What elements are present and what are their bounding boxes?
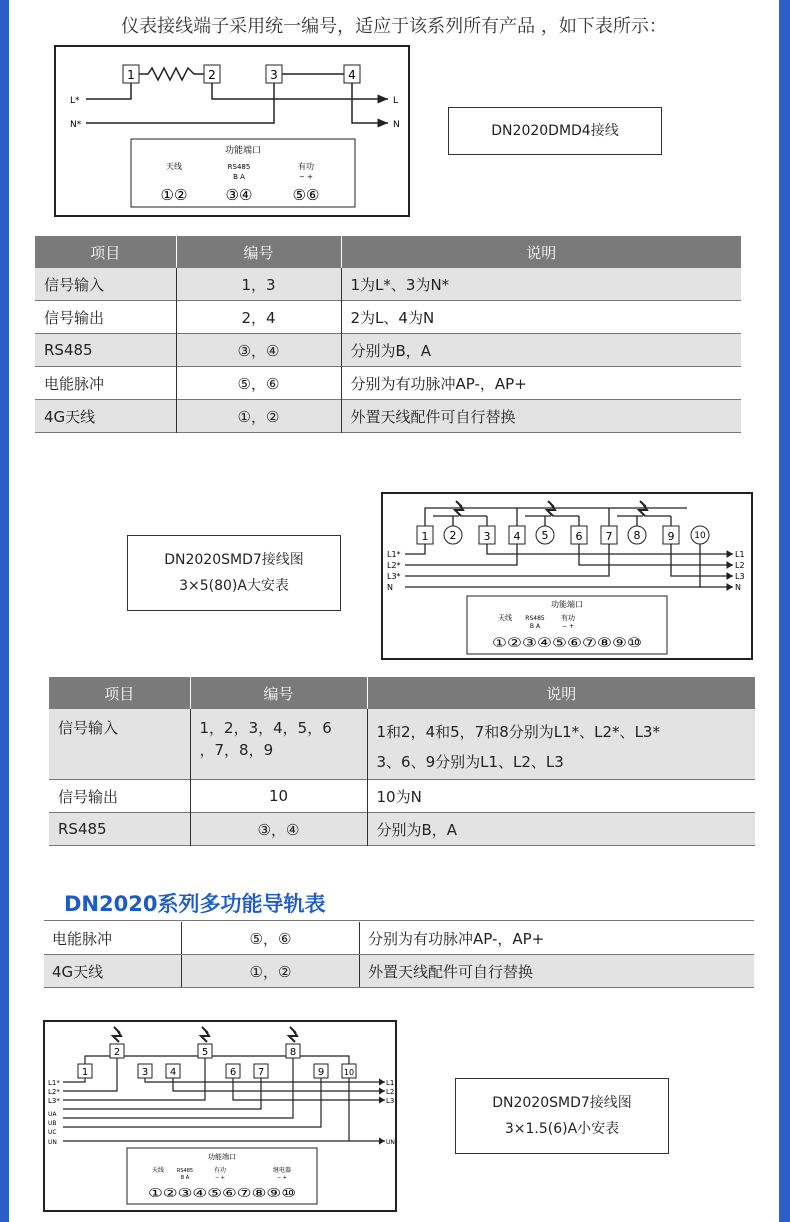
terminal-4 [509, 526, 525, 544]
table-row: 4G天线 ①，② 外置天线配件可自行替换 [35, 400, 741, 433]
svg-text:− +: − + [562, 623, 574, 630]
svg-text:B A: B A [529, 623, 541, 630]
table-row: 4G天线 ①，② 外置天线配件可自行替换 [44, 955, 754, 988]
col-header: 说明 [367, 677, 755, 709]
intro-text: 仪表接线端子采用统一编号，适应于该系列所有产品 ，如下表所示： [121, 16, 667, 37]
svg-text:7: 7 [257, 1067, 265, 1078]
svg-text:6: 6 [575, 530, 583, 543]
wiring-diagram-dmd4 [54, 45, 410, 217]
terminal-8 [628, 526, 646, 544]
wiring-diagram-smd7-large [381, 492, 753, 660]
svg-text:2: 2 [449, 529, 457, 542]
svg-text:− +: − + [299, 173, 313, 181]
svg-text:功能端口: 功能端口 [551, 600, 583, 609]
svg-text:天线: 天线 [151, 1167, 165, 1174]
table-row: 信号输出 10 10为N [49, 780, 755, 813]
svg-text:3: 3 [141, 1067, 149, 1078]
svg-text:UN: UN [386, 1139, 395, 1146]
svg-text:继电器: 继电器 [272, 1167, 292, 1174]
table-row: 电能脉冲 ⑤，⑥ 分别为有功脉冲AP-，AP+ [44, 922, 754, 955]
terminal-4 [166, 1064, 180, 1078]
terminal-2 [110, 1044, 124, 1058]
table-dmd4 [35, 236, 741, 433]
svg-text:2: 2 [208, 68, 216, 82]
svg-text:N: N [735, 583, 741, 592]
svg-text:③④: ③④ [225, 186, 253, 204]
svg-text:UA: UA [48, 1111, 57, 1118]
terminal-10 [342, 1064, 356, 1078]
col-header: 项目 [49, 677, 190, 709]
svg-text:8: 8 [633, 529, 641, 542]
svg-text:4: 4 [513, 530, 521, 543]
svg-text:7: 7 [605, 530, 613, 543]
svg-text:UC: UC [48, 1129, 57, 1136]
col-header: 编号 [190, 677, 367, 709]
terminal-4 [344, 65, 360, 83]
terminal-2 [444, 526, 462, 544]
shunt-resistor [139, 68, 204, 80]
terminal-1 [123, 65, 139, 83]
svg-text:10: 10 [343, 1068, 355, 1077]
caption-smd7-large: DN2020SMD7接线图 3×5(80)A大安表 [127, 535, 341, 611]
line-label-n-out: N [393, 120, 400, 130]
line-label-n-in: N* [70, 120, 82, 130]
svg-text:UB: UB [48, 1120, 57, 1127]
svg-text:3: 3 [270, 68, 278, 82]
col-header: 编号 [176, 236, 341, 268]
svg-text:L2: L2 [386, 1088, 395, 1096]
svg-text:− +: − + [277, 1175, 287, 1181]
svg-text:⑤⑥: ⑤⑥ [292, 186, 320, 204]
svg-text:L2*: L2* [48, 1088, 60, 1096]
svg-text:①②: ①② [160, 186, 188, 204]
svg-text:1: 1 [421, 530, 429, 543]
svg-text:UN: UN [48, 1139, 57, 1146]
terminal-9 [314, 1064, 328, 1078]
svg-text:L3*: L3* [387, 572, 401, 581]
terminal-7 [601, 526, 617, 544]
terminal-5 [536, 526, 554, 544]
svg-text:有功: 有功 [213, 1167, 227, 1174]
terminal-10 [691, 526, 709, 544]
svg-text:4: 4 [169, 1067, 177, 1078]
svg-text:RS485: RS485 [176, 1168, 194, 1174]
svg-text:RS485: RS485 [525, 615, 545, 622]
table-row: 信号输入 1，3 1为L*、3为N* [35, 268, 741, 301]
svg-text:6: 6 [229, 1067, 237, 1078]
svg-text:3: 3 [483, 530, 491, 543]
svg-text:L3: L3 [735, 572, 745, 581]
table-smd7-large [49, 677, 755, 846]
svg-text:5: 5 [541, 529, 549, 542]
caption-dmd4: DN2020DMD4接线 [448, 107, 662, 155]
wiring-diagram-smd7-small [43, 1020, 397, 1212]
terminal-8 [286, 1044, 300, 1058]
terminal-1 [78, 1064, 92, 1078]
svg-text:①②③④⑤⑥⑦⑧⑨⑩: ①②③④⑤⑥⑦⑧⑨⑩ [492, 636, 642, 651]
terminal-3 [479, 526, 495, 544]
svg-text:RS485: RS485 [227, 163, 251, 171]
table-row: RS485 ③，④ 分别为B，A [49, 813, 755, 846]
svg-text:N: N [387, 583, 393, 592]
svg-text:L2*: L2* [387, 561, 401, 570]
svg-text:有功: 有功 [561, 614, 575, 622]
table-row: 电能脉冲 ⑤，⑥ 分别为有功脉冲AP-，AP+ [35, 367, 741, 400]
svg-text:①②③④⑤⑥⑦⑧⑨⑩: ①②③④⑤⑥⑦⑧⑨⑩ [148, 1186, 296, 1200]
svg-text:1: 1 [81, 1067, 89, 1078]
terminal-3 [138, 1064, 152, 1078]
section-divider [44, 920, 754, 921]
svg-text:2: 2 [113, 1047, 121, 1058]
svg-text:L2: L2 [735, 561, 745, 570]
svg-text:4: 4 [348, 68, 356, 82]
terminal-6 [571, 526, 587, 544]
svg-text:B A: B A [180, 1175, 190, 1181]
line-label-l-out: L [393, 96, 399, 106]
line-label-l-in: L* [70, 96, 80, 106]
svg-text:天线: 天线 [166, 162, 182, 171]
svg-text:8: 8 [289, 1047, 297, 1058]
svg-text:5: 5 [201, 1047, 209, 1058]
svg-text:L1*: L1* [48, 1079, 60, 1087]
terminal-5 [198, 1044, 212, 1058]
svg-text:L1*: L1* [387, 550, 401, 559]
caption-smd7-small: DN2020SMD7接线图 3×1.5(6)A小安表 [455, 1078, 669, 1154]
svg-text:9: 9 [667, 530, 675, 543]
page [9, 0, 779, 1222]
svg-text:1: 1 [127, 68, 135, 82]
terminal-6 [226, 1064, 240, 1078]
terminal-7 [254, 1064, 268, 1078]
col-header: 项目 [35, 236, 176, 268]
svg-text:有功: 有功 [298, 162, 314, 171]
svg-text:10: 10 [694, 531, 706, 541]
svg-text:功能端口: 功能端口 [208, 1153, 236, 1161]
port-title: 功能端口 [224, 146, 262, 156]
svg-text:− +: − + [215, 1175, 225, 1181]
table-row: 信号输出 2，4 2为L、4为N [35, 301, 741, 334]
terminal-2 [204, 65, 220, 83]
svg-text:L1: L1 [735, 550, 745, 559]
section-title: DN2020系列多功能导轨表 [64, 892, 326, 916]
svg-text:天线: 天线 [498, 614, 512, 622]
svg-text:L1: L1 [386, 1079, 395, 1087]
terminal-3 [266, 65, 282, 83]
svg-text:L3: L3 [386, 1097, 395, 1105]
svg-text:L3*: L3* [48, 1097, 60, 1105]
svg-text:9: 9 [317, 1067, 325, 1078]
table-row: RS485 ③，④ 分别为B，A [35, 334, 741, 367]
svg-text:B A: B A [233, 173, 245, 181]
terminal-1 [417, 526, 433, 544]
table-row: 信号输入 1，2，3，4，5，6 ，7，8，9 1和2，4和5，7和8分别为L1*、L2*、L3* 3、6、9分别为L1、L2、L3 [49, 709, 755, 780]
terminal-9 [663, 526, 679, 544]
col-header: 说明 [341, 236, 741, 268]
